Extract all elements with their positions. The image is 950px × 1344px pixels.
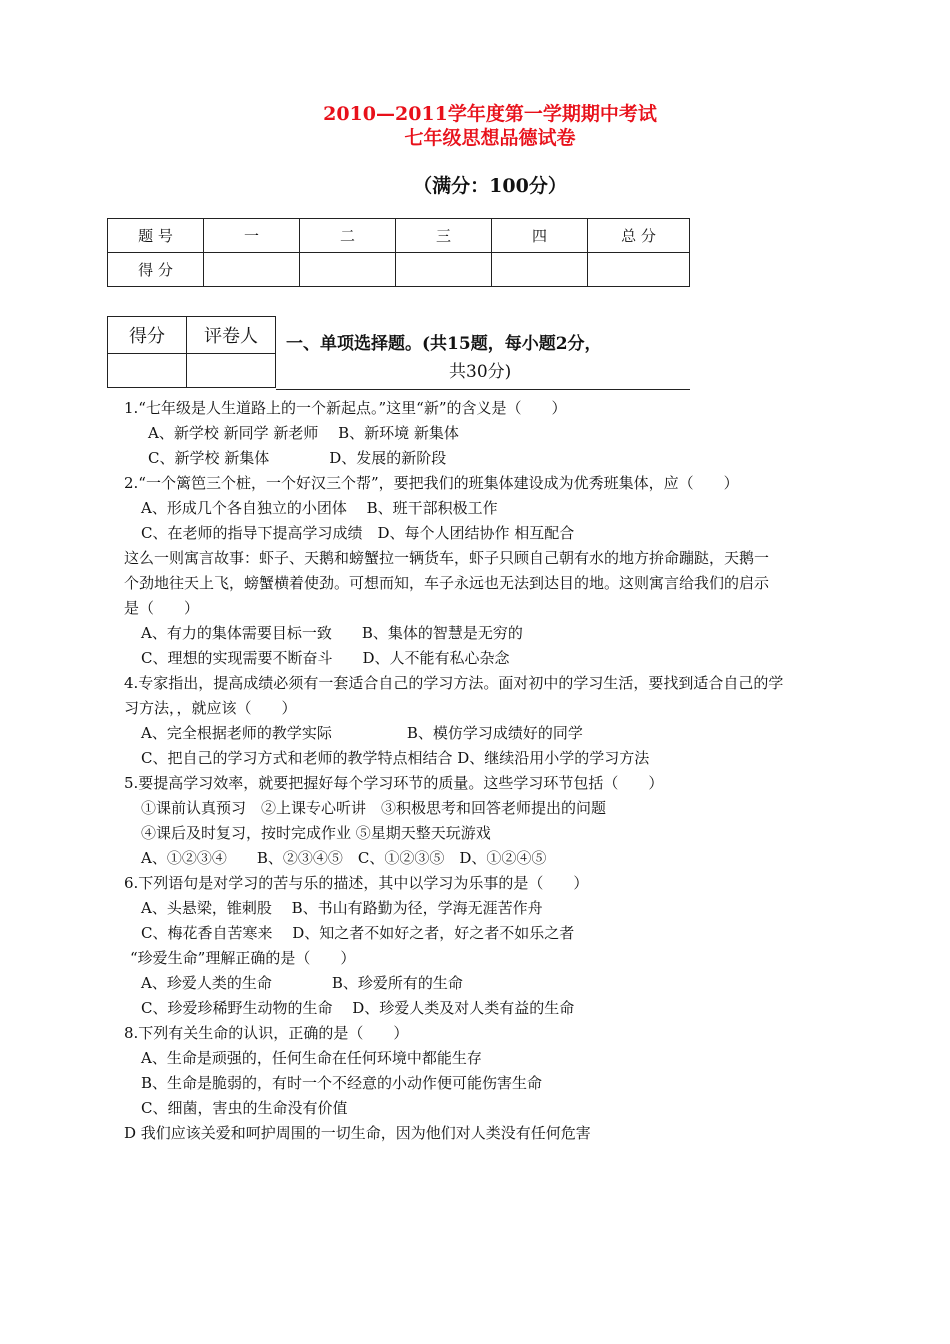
option-line: A、生命是顽强的，任何生命在任何环境中都能生存	[141, 1049, 482, 1067]
score-header-cell: 二	[300, 219, 396, 253]
grader-box	[107, 316, 276, 388]
score-cell	[492, 253, 588, 287]
section-title: 一、单项选择题。(共15题，每小题2分，	[286, 334, 602, 354]
section-title-cont: 共30分)	[449, 362, 512, 382]
option-line: C、珍爱珍稀野生动物的生命 D、珍爱人类及对人类有益的生命	[141, 999, 575, 1017]
grader-name-label: 评卷人	[187, 317, 276, 354]
option-line: A、①②③④ B、②③④⑤ C、①②③⑤ D、①②④⑤	[141, 849, 547, 867]
score-cell	[204, 253, 300, 287]
option-line: C、新学校 新集体 D、发展的新阶段	[148, 449, 447, 467]
score-table	[107, 218, 690, 287]
grader-name-cell	[187, 354, 276, 388]
option-line: A、新学校 新同学 新老师 B、新环境 新集体	[148, 424, 459, 442]
section-divider	[276, 389, 690, 390]
exam-title-line1: 2010—2011学年度第一学期期中考试	[323, 103, 657, 125]
option-line: C、在老师的指导下提高学习成绩 D、每个人团结协作 相互配合	[141, 524, 575, 542]
option-line: D 我们应该关爱和呵护周围的一切生命，因为他们对人类没有任何危害	[124, 1124, 591, 1142]
score-header-cell: 题 号	[108, 219, 204, 253]
score-table-header-row	[108, 219, 690, 253]
score-row-label: 得 分	[108, 253, 204, 287]
option-line: ①课前认真预习 ②上课专心听讲 ③积极思考和回答老师提出的问题	[141, 799, 607, 817]
option-line: A、头悬梁，锥刺股 B、书山有路勤为径，学海无涯苦作舟	[141, 899, 543, 917]
question-line: 个劲地往天上飞，螃蟹横着使劲。可想而知，车子永远也无法到达目的地。这则寓言给我们的启示	[124, 574, 770, 592]
option-line: A、有力的集体需要目标一致 B、集体的智慧是无穷的	[141, 624, 523, 642]
question-line: 习方法，，就应该（ ）	[124, 699, 297, 717]
question-line: “珍爱生命”理解正确的是（ ）	[130, 949, 356, 967]
question-line: 这么一则寓言故事：虾子、天鹅和螃蟹拉一辆货车，虾子只顾自己朝有水的地方拚命蹦跶，天鹅一	[124, 549, 770, 567]
score-header-cell: 四	[492, 219, 588, 253]
question-line: 2.“一个篱笆三个桩，一个好汉三个帮”，要把我们的班集体建设成为优秀班集体，应（ ）	[124, 474, 739, 492]
score-cell	[396, 253, 492, 287]
option-line: ④课后及时复习，按时完成作业 ⑤星期天整天玩游戏	[141, 824, 491, 842]
question-line: 5.要提高学习效率，就要把握好每个学习环节的质量。这些学习环节包括（ ）	[124, 774, 664, 792]
score-table-score-row	[108, 253, 690, 287]
grader-table	[107, 316, 276, 388]
exam-title-line2: 七年级思想品德试卷	[404, 127, 576, 149]
score-cell	[300, 253, 396, 287]
option-line: B、生命是脆弱的，有时一个不经意的小动作便可能伤害生命	[141, 1074, 543, 1092]
question-line: 8.下列有关生命的认识，正确的是（ ）	[124, 1024, 409, 1042]
grader-score-label: 得分	[108, 317, 187, 354]
score-header-cell: 三	[396, 219, 492, 253]
option-line: A、珍爱人类的生命 B、珍爱所有的生命	[141, 974, 463, 992]
question-line: 4.专家指出，提高成绩必须有一套适合自己的学习方法。面对初中的学习生活，要找到适合自己的学	[124, 674, 784, 692]
question-line: 1.“七年级是人生道路上的一个新起点。”这里“新”的含义是（ ）	[124, 399, 567, 417]
score-cell	[588, 253, 690, 287]
full-score-note: （满分：100分）	[413, 175, 567, 197]
option-line: C、把自己的学习方式和老师的教学特点相结合 D、继续沿用小学的学习方法	[141, 749, 650, 767]
question-line: 6.下列语句是对学习的苦与乐的描述，其中以学习为乐事的是（ ）	[124, 874, 589, 892]
score-header-cell: 一	[204, 219, 300, 253]
option-line: C、梅花香自苦寒来 D、知之者不如好之者，好之者不如乐之者	[141, 924, 575, 942]
score-header-cell: 总 分	[588, 219, 690, 253]
grader-score-cell	[108, 354, 187, 388]
option-line: C、细菌，害虫的生命没有价值	[141, 1099, 348, 1117]
question-line: 是（ ）	[124, 599, 200, 617]
option-line: C、理想的实现需要不断奋斗 D、人不能有私心杂念	[141, 649, 510, 667]
option-line: A、形成几个各自独立的小团体 B、班干部积极工作	[141, 499, 498, 517]
option-line: A、完全根据老师的教学实际 B、模仿学习成绩好的同学	[141, 724, 583, 742]
